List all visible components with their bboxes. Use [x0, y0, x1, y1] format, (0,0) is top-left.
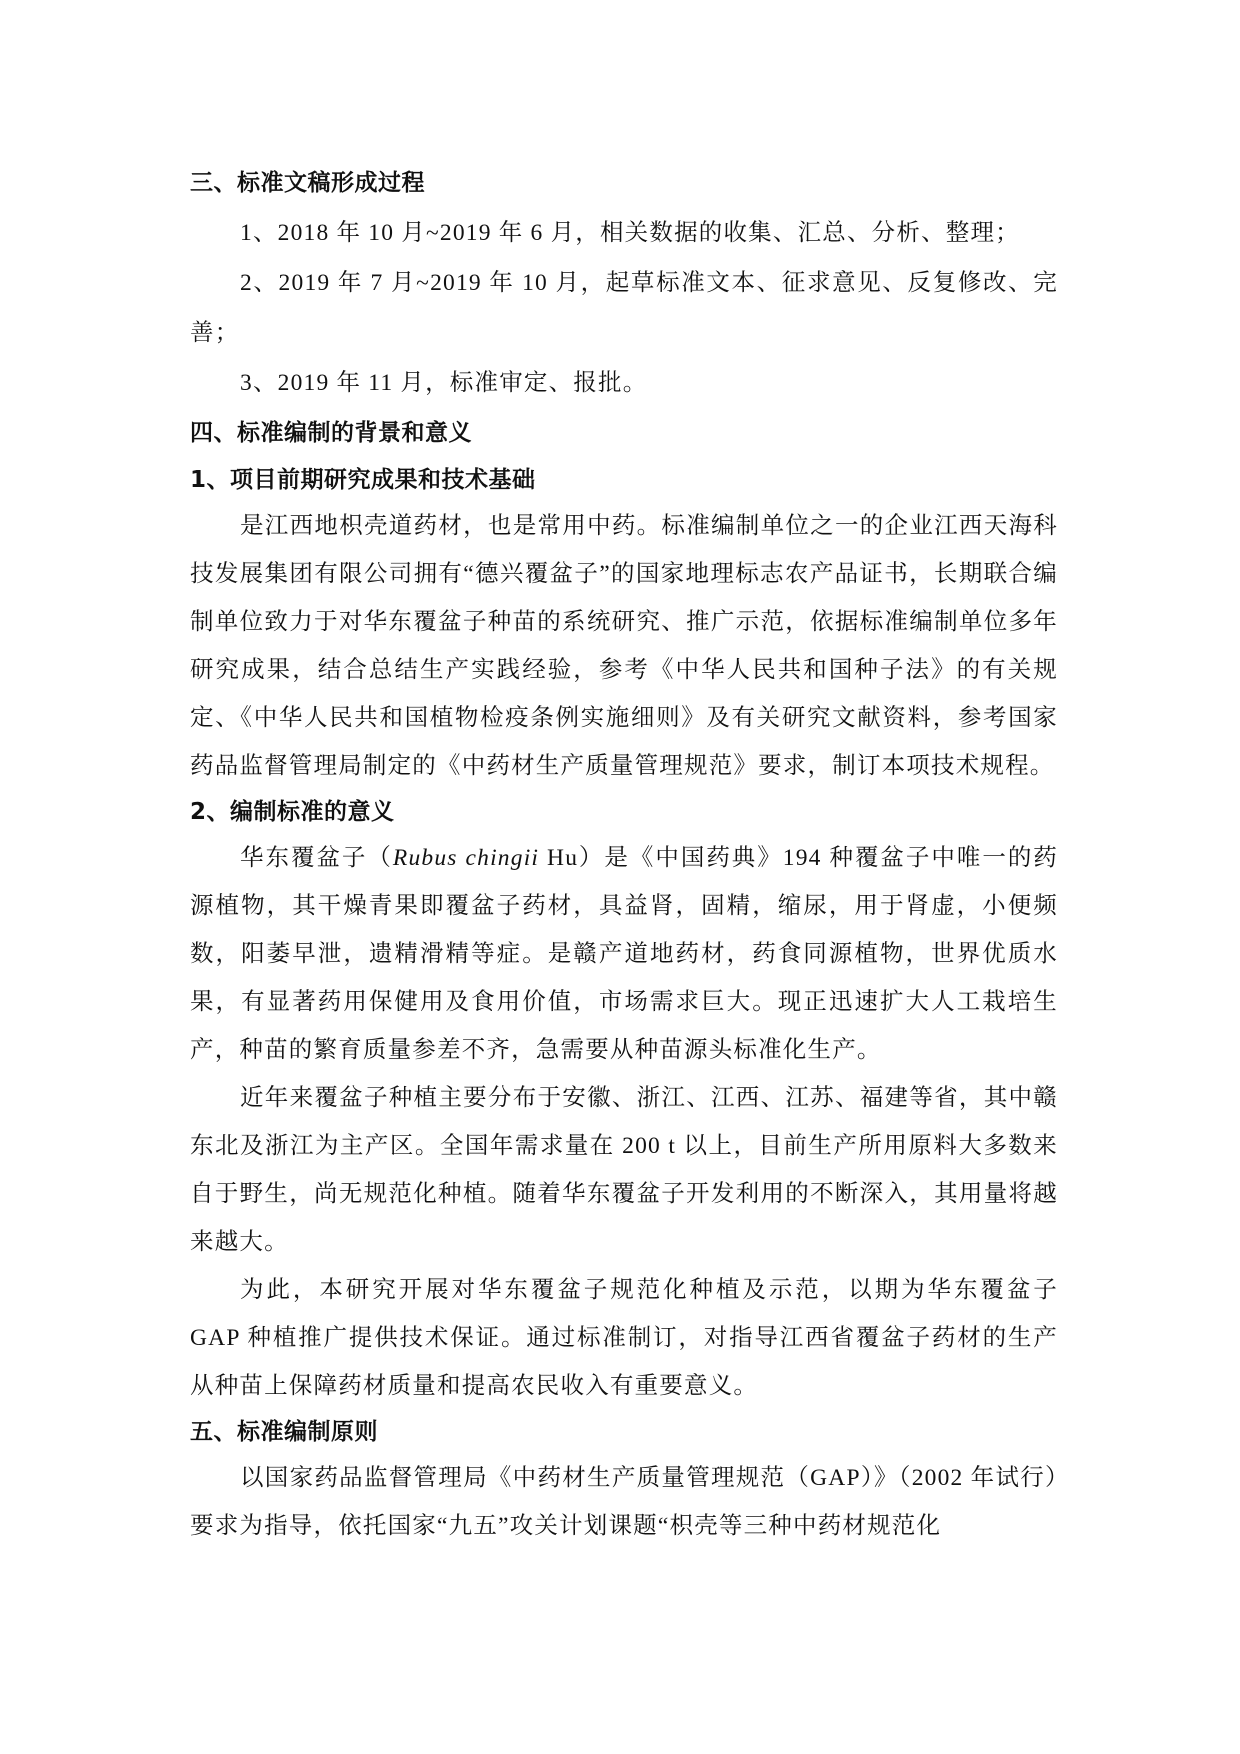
- section-4-heading: 四、标准编制的背景和意义: [190, 420, 472, 446]
- section-3-item-2: 2、2019 年 7 月~2019 年 10 月，起草标准文本、征求意见、反复修改、完善；: [190, 270, 1058, 346]
- section-4-sub2-paragraph-2: 近年来覆盆子种植主要分布于安徽、浙江、江西、江苏、福建等省，其中赣东北及浙江为主产区。全国年需求量在 200 t 以上，目前生产所用原料大多数来自于野生，尚无规范化种植。随着华东覆盆子开发利用的不断深入，其用量将越来越大。: [190, 1085, 1058, 1255]
- section-3-heading: 三、标准文稿形成过程: [190, 170, 425, 196]
- section-5-paragraph: 以国家药品监督管理局《中药材生产质量管理规范（GAP）》（2002 年试行）要求为指导，依托国家“九五”攻关计划课题“枳壳等三种中药材规范化: [190, 1465, 1058, 1539]
- section-5-heading: 五、标准编制原则: [190, 1419, 378, 1445]
- section-3-item-3: 3、2019 年 11 月，标准审定、报批。: [240, 370, 648, 396]
- species-latin-name: Rubus chingii: [392, 845, 540, 871]
- section-4-sub2-heading: 2、编制标准的意义: [190, 799, 395, 825]
- section-4-sub1-paragraph: 是江西地枳壳道药材，也是常用中药。标准编制单位之一的企业江西天海科技发展集团有限公司拥有“德兴覆盆子”的国家地理标志农产品证书，长期联合编制单位致力于对华东覆盆子种苗的系统研究、推广示范，依据标准编制单位多年研究成果，结合总结生产实践经验，参考《中华人民共和国种子法》的有关规定、《中华人民共和国植物检疫条例实施细则》及有关研究文献资料，参考国家药品监督管理局制定的《中药材生产质量管理规范》要求，制订本项技术规程。: [190, 513, 1058, 779]
- section-4-sub2-paragraph-1: [190, 834, 1058, 1074]
- section-4-sub1-heading: 1、项目前期研究成果和技术基础: [190, 467, 536, 493]
- para1-post: Hu）是《中国药典》194 种覆盆子中唯一的药源植物，其干燥青果即覆盆子药材，具益肾，固精，缩尿，用于肾虚，小便频数，阳萎早泄，遗精滑精等症。是赣产道地药材，药食同源植物，世界优质水果，有显著药用保健用及食用价值，市场需求巨大。现正迅速扩大人工栽培生产，种苗的繁育质量参差不齐，急需要从种苗源头标准化生产。: [190, 845, 1059, 1063]
- section-3-item-1: 1、2018 年 10 月~2019 年 6 月，相关数据的收集、汇总、分析、整理；: [240, 220, 1020, 246]
- para1-pre: 华东覆盆子（: [240, 845, 393, 871]
- section-4-sub2-paragraph-3: 为此，本研究开展对华东覆盆子规范化种植及示范，以期为华东覆盆子 GAP 种植推广提供技术保证。通过标准制订，对指导江西省覆盆子药材的生产从种苗上保障药材质量和提高农民收入有重要意义。: [190, 1277, 1058, 1399]
- document-page: [190, 158, 1058, 1550]
